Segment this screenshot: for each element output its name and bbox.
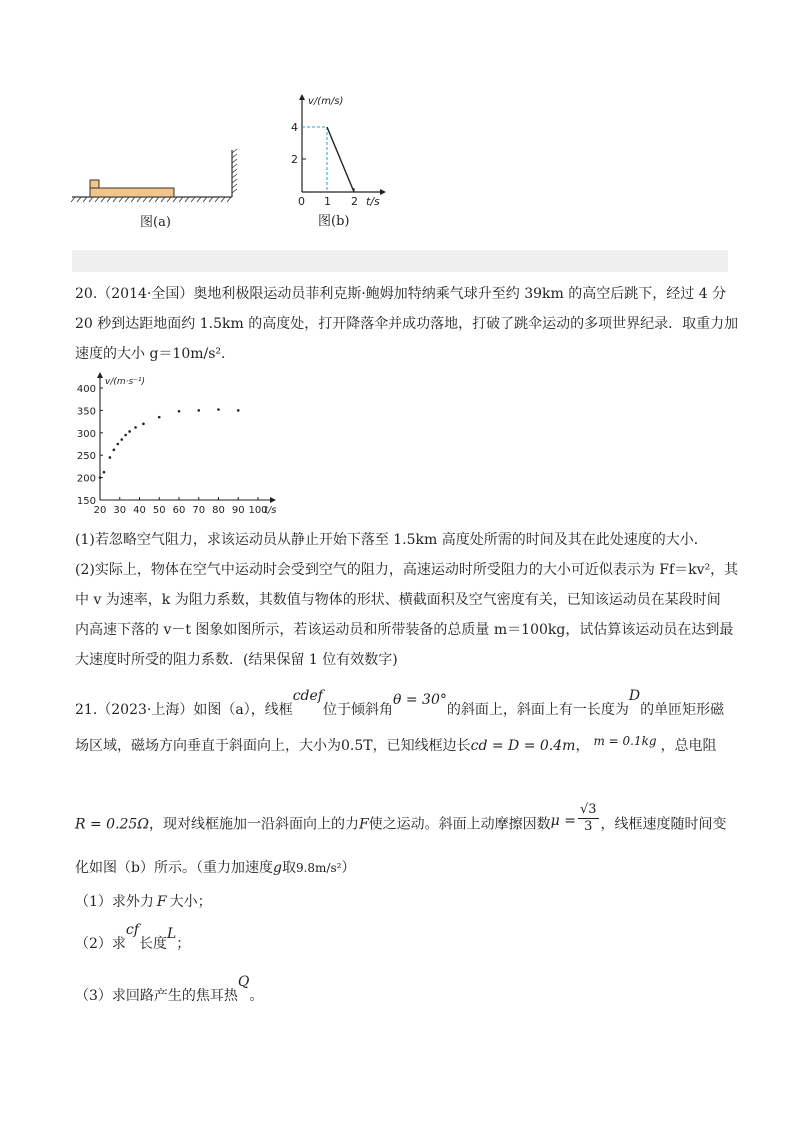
q20-line2: 20 秒到达距地面约 1.5km 的高度处，打开降落伞并成功落地，打破了跳伞运动的多项世界纪录．取重力加 bbox=[75, 316, 739, 332]
q21-line4-a: 化如图（b）所示。（重力加速度 bbox=[75, 860, 273, 876]
chart-x-tick-label: 70 bbox=[192, 505, 206, 516]
q21-line4-c: ） bbox=[341, 860, 356, 876]
q20-part2-line1: (2)实际上，物体在空气中运动时会受到空气的阻力，高速运动时所受阻力的大小可近似表示为 Ff＝kv²，其 bbox=[75, 562, 739, 578]
q21-line4 bbox=[75, 858, 355, 878]
q21-p3-b: 。 bbox=[249, 988, 264, 1004]
q21-line2 bbox=[75, 736, 717, 756]
figure-a-caption: 图(a) bbox=[140, 215, 171, 230]
q21-p1-F: F bbox=[156, 894, 167, 910]
q21-line2-c: ， bbox=[575, 738, 590, 754]
q21-mu-num: √3 bbox=[579, 802, 597, 817]
chart-point bbox=[134, 426, 137, 429]
block bbox=[90, 180, 99, 188]
q21-p2-cf: cf bbox=[125, 922, 139, 938]
figure-a-drawing bbox=[70, 145, 240, 210]
q21-R: R = 0.25Ω bbox=[75, 816, 149, 833]
q21-mu-den: 3 bbox=[584, 819, 593, 834]
q21-F: F bbox=[358, 816, 369, 833]
chart-point bbox=[178, 410, 181, 413]
chart-y-tick-label: 400 bbox=[76, 384, 96, 395]
q21-mu-fraction bbox=[578, 802, 599, 835]
chart-x-tick-label: 60 bbox=[172, 505, 186, 516]
board bbox=[90, 188, 174, 197]
q21-theta: θ = 30° bbox=[392, 692, 447, 708]
chart-point bbox=[237, 409, 240, 412]
q21-p2-a: （2）求 bbox=[75, 936, 126, 952]
q21-p2-L: L bbox=[166, 926, 177, 942]
q21-p2-b: 长度 bbox=[138, 936, 167, 952]
q21-part1 bbox=[75, 892, 212, 912]
chart-x-tick-label: 40 bbox=[133, 505, 146, 516]
chart-x-tick-label: 80 bbox=[212, 505, 225, 516]
chart-x-tick-label: 20 bbox=[93, 505, 107, 516]
q21-line4-b: 取 bbox=[281, 860, 296, 876]
fig-b-tick-x2: 2 bbox=[351, 195, 358, 208]
fig-b-tick-x1: 1 bbox=[324, 195, 331, 208]
q21-p3-a: （3）求回路产生的焦耳热 bbox=[75, 988, 238, 1004]
fig-b-y-label: v/(m/s) bbox=[308, 96, 344, 107]
chart-x-tick-label: 100 bbox=[248, 505, 268, 516]
q21-part2 bbox=[75, 922, 191, 954]
q20-part2-line3: 内高速下落的 v－t 图象如图所示，若该运动员和所带装备的总质量 m＝100kg，试估算该运动员在达到最 bbox=[75, 622, 734, 638]
q21-cd: cd = D = 0.4m bbox=[470, 738, 576, 754]
fig-b-tick-y4: 4 bbox=[291, 121, 298, 134]
chart-point bbox=[158, 416, 161, 419]
chart-point bbox=[99, 476, 102, 479]
q21-part3 bbox=[75, 974, 264, 1006]
q21-p1-a: （1）求外力 bbox=[75, 894, 154, 910]
q21-line1-b: 位于倾斜角 bbox=[322, 702, 393, 718]
chart-x-label: t/s bbox=[264, 505, 277, 516]
q21-line2-b: ，已知线框边长 bbox=[372, 738, 471, 754]
figure-a bbox=[70, 145, 240, 240]
chart-point bbox=[120, 438, 123, 441]
figure-b-caption: 图(b) bbox=[318, 214, 350, 229]
chart-y-tick-label: 250 bbox=[76, 451, 96, 463]
fig-b-x-label: t/s bbox=[366, 195, 380, 208]
chart-point bbox=[128, 430, 131, 433]
q21-g-val: 9.8m/s² bbox=[295, 861, 342, 875]
chart-y-tick-label: 350 bbox=[76, 406, 96, 418]
q20-line1: 20.（2014·全国）奥地利极限运动员菲利克斯·鲍姆加特纳乘气球升至约 39km 的高空后跳下，经过 4 分 bbox=[75, 286, 727, 302]
q21-line3-a: ，现对线框施加一沿斜面向上的力 bbox=[148, 816, 359, 833]
q20-part2-line2: 中 v 为速率，k 为阻力系数，其数值与物体的形状、横截面积及空气密度有关，已知该运动员在某段时间 bbox=[75, 592, 721, 608]
q21-p1-b: 大小； bbox=[169, 894, 212, 910]
q21-mu: μ = bbox=[550, 812, 576, 829]
q20-line3: 速度的大小 g＝10m/s². bbox=[75, 346, 226, 362]
chart-x-tick-label: 50 bbox=[152, 505, 166, 516]
q21-line1-a: 21.（2023·上海）如图（a），线框 bbox=[75, 702, 293, 718]
q21-line2-a: 场区域，磁场方向垂直于斜面向上，大小为 bbox=[75, 738, 341, 754]
q21-line1 bbox=[75, 688, 725, 720]
q21-line1-c: 的斜面上，斜面上有一长度为 bbox=[446, 702, 629, 718]
chart-point bbox=[197, 409, 200, 412]
chart-x-tick-label: 90 bbox=[231, 505, 245, 516]
chart-x-tick-label: 30 bbox=[113, 505, 127, 516]
chart-y-tick-label: 150 bbox=[76, 496, 96, 507]
figure-b-graph bbox=[288, 92, 398, 212]
q20-part1: (1)若忽略空气阻力，求该运动员从静止开始下落至 1.5km 高度处所需的时间及其在此处速度的大小． bbox=[75, 532, 708, 548]
chart-point bbox=[113, 449, 116, 452]
chart-point bbox=[109, 456, 112, 459]
chart-y-label: v/(m·s⁻¹) bbox=[105, 377, 146, 387]
fig-b-tick-y2: 2 bbox=[291, 153, 298, 166]
q21-p2-c: ； bbox=[176, 936, 191, 952]
q21-line1-d: 的单匝矩形磁 bbox=[640, 702, 725, 718]
chart-point bbox=[217, 408, 220, 411]
chart-y-tick-label: 300 bbox=[76, 428, 96, 440]
q21-line3 bbox=[75, 802, 727, 841]
q21-line3-c: ，线框速度随时间变 bbox=[600, 816, 727, 833]
q21-frame-cdef: cdef bbox=[292, 688, 323, 704]
figure-b bbox=[288, 92, 398, 237]
q21-B: 0.5T bbox=[341, 738, 373, 754]
chart-y-tick-label: 200 bbox=[76, 473, 96, 485]
chart-point bbox=[142, 423, 145, 426]
q20-part2-line4: 大速度时所受的阻力系数．(结果保留 1 位有效数字) bbox=[75, 652, 398, 668]
fig-b-tick-x0: 0 bbox=[298, 195, 305, 208]
chart-y-arrow bbox=[97, 372, 103, 378]
chart-point bbox=[124, 434, 127, 437]
q21-p3-Q: Q bbox=[237, 974, 250, 990]
chart-point bbox=[116, 443, 119, 446]
q20-chart bbox=[70, 372, 290, 522]
chart-x-arrow bbox=[270, 497, 276, 503]
q21-line3-b: 使之运动。斜面上动摩擦因数 bbox=[368, 816, 551, 833]
q21-g: g bbox=[272, 860, 282, 876]
chart-point bbox=[103, 471, 106, 474]
q21-D: D bbox=[628, 688, 641, 704]
q21-m: m = 0.1kg bbox=[593, 734, 657, 748]
separator-bar bbox=[72, 250, 728, 272]
q21-line2-d: ，总电阻 bbox=[660, 738, 717, 754]
